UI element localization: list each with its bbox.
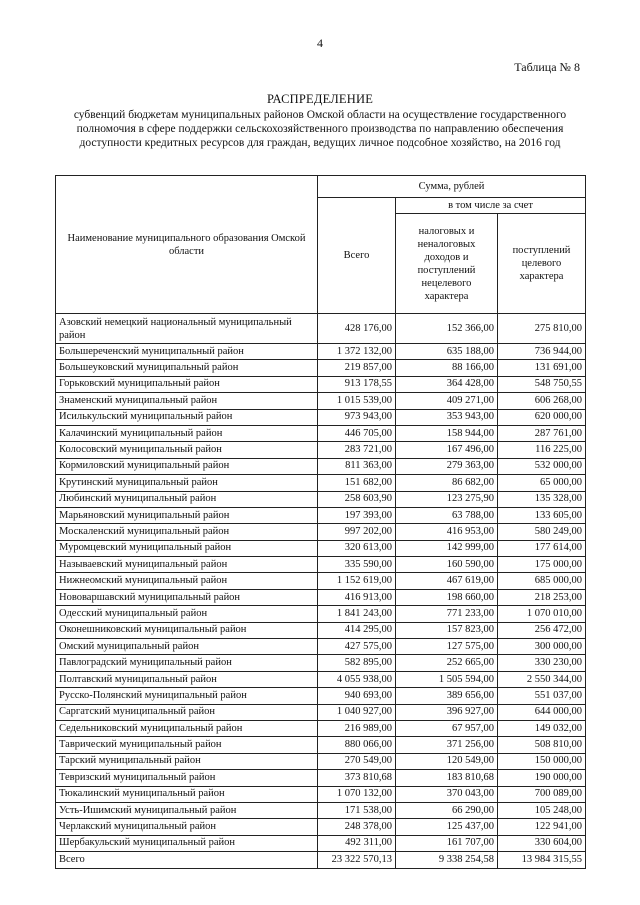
row-targeted-cell: 65 000,00 bbox=[498, 475, 586, 491]
table-row bbox=[56, 491, 586, 507]
table-row bbox=[56, 606, 586, 622]
row-name-cell: Всего bbox=[56, 852, 318, 868]
table-row bbox=[56, 622, 586, 638]
row-total-cell: 1 372 132,00 bbox=[318, 344, 396, 360]
row-total-cell: 270 549,00 bbox=[318, 753, 396, 769]
row-tax-cell: 371 256,00 bbox=[396, 737, 498, 753]
row-total-cell: 940 693,00 bbox=[318, 688, 396, 704]
row-name-cell: Марьяновский муниципальный район bbox=[56, 507, 318, 523]
header-sum: Сумма, рублей bbox=[318, 176, 586, 198]
row-name-cell: Таврический муниципальный район bbox=[56, 737, 318, 753]
row-targeted-cell: 2 550 344,00 bbox=[498, 671, 586, 687]
table-row bbox=[56, 475, 586, 491]
row-total-cell: 335 590,00 bbox=[318, 557, 396, 573]
row-total-cell: 320 613,00 bbox=[318, 540, 396, 556]
row-name-cell: Усть-Ишимский муниципальный район bbox=[56, 802, 318, 818]
row-targeted-cell: 1 070 010,00 bbox=[498, 606, 586, 622]
row-tax-cell: 66 290,00 bbox=[396, 802, 498, 818]
row-name-cell: Тарский муниципальный район bbox=[56, 753, 318, 769]
row-total-cell: 1 070 132,00 bbox=[318, 786, 396, 802]
table-row bbox=[56, 737, 586, 753]
row-tax-cell: 120 549,00 bbox=[396, 753, 498, 769]
row-total-cell: 151 682,00 bbox=[318, 475, 396, 491]
distribution-table bbox=[55, 175, 586, 869]
row-tax-cell: 161 707,00 bbox=[396, 835, 498, 851]
row-name-cell: Полтавский муниципальный район bbox=[56, 671, 318, 687]
table-row bbox=[56, 442, 586, 458]
table-row bbox=[56, 786, 586, 802]
table-row bbox=[56, 802, 586, 818]
row-targeted-cell: 532 000,00 bbox=[498, 458, 586, 474]
row-tax-cell: 396 927,00 bbox=[396, 704, 498, 720]
header-tax: налоговых и неналоговых доходов и поступлений нецелевого характера bbox=[396, 214, 498, 314]
row-total-cell: 219 857,00 bbox=[318, 360, 396, 376]
row-total-cell: 811 363,00 bbox=[318, 458, 396, 474]
table-row bbox=[56, 835, 586, 851]
row-total-cell: 1 015 539,00 bbox=[318, 393, 396, 409]
row-targeted-cell: 700 089,00 bbox=[498, 786, 586, 802]
row-total-cell: 4 055 938,00 bbox=[318, 671, 396, 687]
row-targeted-cell: 131 691,00 bbox=[498, 360, 586, 376]
row-targeted-cell: 620 000,00 bbox=[498, 409, 586, 425]
row-total-cell: 258 603,90 bbox=[318, 491, 396, 507]
row-tax-cell: 370 043,00 bbox=[396, 786, 498, 802]
row-tax-cell: 635 188,00 bbox=[396, 344, 498, 360]
row-targeted-cell: 644 000,00 bbox=[498, 704, 586, 720]
table-row bbox=[56, 376, 586, 392]
row-tax-cell: 198 660,00 bbox=[396, 589, 498, 605]
table-row bbox=[56, 409, 586, 425]
table-row bbox=[56, 540, 586, 556]
row-tax-cell: 183 810,68 bbox=[396, 770, 498, 786]
row-total-cell: 492 311,00 bbox=[318, 835, 396, 851]
row-name-cell: Русско-Полянский муниципальный район bbox=[56, 688, 318, 704]
row-targeted-cell: 551 037,00 bbox=[498, 688, 586, 704]
row-tax-cell: 67 957,00 bbox=[396, 720, 498, 736]
table-row bbox=[56, 524, 586, 540]
row-targeted-cell: 330 230,00 bbox=[498, 655, 586, 671]
row-name-cell: Тевризский муниципальный район bbox=[56, 770, 318, 786]
row-targeted-cell: 548 750,55 bbox=[498, 376, 586, 392]
header-name: Наименование муниципального образования Омской области bbox=[56, 176, 318, 314]
row-name-cell: Омский муниципальный район bbox=[56, 639, 318, 655]
row-tax-cell: 125 437,00 bbox=[396, 819, 498, 835]
row-name-cell: Колосовский муниципальный район bbox=[56, 442, 318, 458]
row-tax-cell: 279 363,00 bbox=[396, 458, 498, 474]
row-total-cell: 283 721,00 bbox=[318, 442, 396, 458]
row-tax-cell: 416 953,00 bbox=[396, 524, 498, 540]
table-row bbox=[56, 507, 586, 523]
table-row bbox=[56, 639, 586, 655]
row-name-cell: Черлакский муниципальный район bbox=[56, 819, 318, 835]
row-tax-cell: 9 338 254,58 bbox=[396, 852, 498, 868]
row-name-cell: Называевский муниципальный район bbox=[56, 557, 318, 573]
row-total-cell: 973 943,00 bbox=[318, 409, 396, 425]
row-targeted-cell: 287 761,00 bbox=[498, 425, 586, 441]
table-row bbox=[56, 770, 586, 786]
row-total-cell: 913 178,55 bbox=[318, 376, 396, 392]
row-tax-cell: 142 999,00 bbox=[396, 540, 498, 556]
row-name-cell: Калачинский муниципальный район bbox=[56, 425, 318, 441]
table-row bbox=[56, 425, 586, 441]
row-tax-cell: 157 823,00 bbox=[396, 622, 498, 638]
row-name-cell: Азовский немецкий национальный муниципальный район bbox=[56, 314, 318, 344]
row-targeted-cell: 300 000,00 bbox=[498, 639, 586, 655]
table-row bbox=[56, 557, 586, 573]
row-targeted-cell: 116 225,00 bbox=[498, 442, 586, 458]
row-name-cell: Одесский муниципальный район bbox=[56, 606, 318, 622]
table-row bbox=[56, 704, 586, 720]
row-total-cell: 23 322 570,13 bbox=[318, 852, 396, 868]
table-row bbox=[56, 589, 586, 605]
row-tax-cell: 63 788,00 bbox=[396, 507, 498, 523]
table-row bbox=[56, 720, 586, 736]
row-total-cell: 414 295,00 bbox=[318, 622, 396, 638]
table-row bbox=[56, 314, 586, 344]
row-total-cell: 416 913,00 bbox=[318, 589, 396, 605]
row-targeted-cell: 13 984 315,55 bbox=[498, 852, 586, 868]
row-total-cell: 1 841 243,00 bbox=[318, 606, 396, 622]
row-name-cell: Саргатский муниципальный район bbox=[56, 704, 318, 720]
row-name-cell: Оконешниковский муниципальный район bbox=[56, 622, 318, 638]
row-tax-cell: 364 428,00 bbox=[396, 376, 498, 392]
row-targeted-cell: 122 941,00 bbox=[498, 819, 586, 835]
row-targeted-cell: 177 614,00 bbox=[498, 540, 586, 556]
row-name-cell: Исилькульский муниципальный район bbox=[56, 409, 318, 425]
row-targeted-cell: 330 604,00 bbox=[498, 835, 586, 851]
header-targeted: поступлений целевого характера bbox=[498, 214, 586, 314]
row-name-cell: Шербакульский муниципальный район bbox=[56, 835, 318, 851]
row-total-cell: 248 378,00 bbox=[318, 819, 396, 835]
table-row bbox=[56, 688, 586, 704]
row-total-cell: 197 393,00 bbox=[318, 507, 396, 523]
row-tax-cell: 771 233,00 bbox=[396, 606, 498, 622]
row-total-cell: 427 575,00 bbox=[318, 639, 396, 655]
row-total-cell: 1 040 927,00 bbox=[318, 704, 396, 720]
row-name-cell: Знаменский муниципальный район bbox=[56, 393, 318, 409]
row-tax-cell: 167 496,00 bbox=[396, 442, 498, 458]
row-tax-cell: 152 366,00 bbox=[396, 314, 498, 344]
row-total-cell: 428 176,00 bbox=[318, 314, 396, 344]
row-name-cell: Седельниковский муниципальный район bbox=[56, 720, 318, 736]
row-name-cell: Тюкалинский муниципальный район bbox=[56, 786, 318, 802]
row-name-cell: Горьковский муниципальный район bbox=[56, 376, 318, 392]
row-name-cell: Большеуковский муниципальный район bbox=[56, 360, 318, 376]
row-total-cell: 997 202,00 bbox=[318, 524, 396, 540]
row-name-cell: Павлоградский муниципальный район bbox=[56, 655, 318, 671]
row-name-cell: Москаленский муниципальный район bbox=[56, 524, 318, 540]
document-title: РАСПРЕДЕЛЕНИЕ bbox=[266, 92, 374, 106]
row-targeted-cell: 736 944,00 bbox=[498, 344, 586, 360]
row-tax-cell: 389 656,00 bbox=[396, 688, 498, 704]
table-row bbox=[56, 655, 586, 671]
row-tax-cell: 160 590,00 bbox=[396, 557, 498, 573]
table-row bbox=[56, 819, 586, 835]
page-number: 4 bbox=[317, 36, 323, 50]
table-label: Таблица № 8 bbox=[514, 60, 580, 74]
row-targeted-cell: 175 000,00 bbox=[498, 557, 586, 573]
row-total-cell: 582 895,00 bbox=[318, 655, 396, 671]
row-tax-cell: 123 275,90 bbox=[396, 491, 498, 507]
row-total-cell: 880 066,00 bbox=[318, 737, 396, 753]
row-tax-cell: 353 943,00 bbox=[396, 409, 498, 425]
row-targeted-cell: 150 000,00 bbox=[498, 753, 586, 769]
row-name-cell: Муромцевский муниципальный район bbox=[56, 540, 318, 556]
table-row bbox=[56, 671, 586, 687]
row-targeted-cell: 508 810,00 bbox=[498, 737, 586, 753]
row-targeted-cell: 685 000,00 bbox=[498, 573, 586, 589]
row-targeted-cell: 105 248,00 bbox=[498, 802, 586, 818]
row-targeted-cell: 133 605,00 bbox=[498, 507, 586, 523]
row-tax-cell: 467 619,00 bbox=[396, 573, 498, 589]
row-targeted-cell: 218 253,00 bbox=[498, 589, 586, 605]
row-total-cell: 1 152 619,00 bbox=[318, 573, 396, 589]
row-targeted-cell: 256 472,00 bbox=[498, 622, 586, 638]
row-targeted-cell: 135 328,00 bbox=[498, 491, 586, 507]
header-total: Всего bbox=[318, 198, 396, 314]
row-total-cell: 373 810,68 bbox=[318, 770, 396, 786]
row-name-cell: Крутинский муниципальный район bbox=[56, 475, 318, 491]
table-row bbox=[56, 458, 586, 474]
header-including: в том числе за счет bbox=[396, 198, 586, 214]
table-body bbox=[56, 314, 586, 869]
row-total-cell: 446 705,00 bbox=[318, 425, 396, 441]
table-row bbox=[56, 360, 586, 376]
row-targeted-cell: 275 810,00 bbox=[498, 314, 586, 344]
row-targeted-cell: 606 268,00 bbox=[498, 393, 586, 409]
row-targeted-cell: 580 249,00 bbox=[498, 524, 586, 540]
total-row bbox=[56, 852, 586, 868]
row-tax-cell: 158 944,00 bbox=[396, 425, 498, 441]
row-tax-cell: 409 271,00 bbox=[396, 393, 498, 409]
row-tax-cell: 88 166,00 bbox=[396, 360, 498, 376]
row-total-cell: 171 538,00 bbox=[318, 802, 396, 818]
table-row bbox=[56, 753, 586, 769]
row-name-cell: Нововаршавский муниципальный район bbox=[56, 589, 318, 605]
row-name-cell: Нижнеомский муниципальный район bbox=[56, 573, 318, 589]
row-tax-cell: 252 665,00 bbox=[396, 655, 498, 671]
table-row bbox=[56, 393, 586, 409]
table-row bbox=[56, 344, 586, 360]
row-tax-cell: 127 575,00 bbox=[396, 639, 498, 655]
row-total-cell: 216 989,00 bbox=[318, 720, 396, 736]
document-subtitle: субвенций бюджетам муниципальных районов Омской области на осуществление государственного полномочия в сфере поддержки сельскохозяйственного производства по направлению обеспечения доступности кредитных ресурсов для граждан, ведущих личное подсобное хозяйство, на 2016 год bbox=[73, 109, 567, 149]
row-targeted-cell: 190 000,00 bbox=[498, 770, 586, 786]
row-name-cell: Любинский муниципальный район bbox=[56, 491, 318, 507]
row-name-cell: Большереченский муниципальный район bbox=[56, 344, 318, 360]
table-row bbox=[56, 573, 586, 589]
row-tax-cell: 1 505 594,00 bbox=[396, 671, 498, 687]
row-tax-cell: 86 682,00 bbox=[396, 475, 498, 491]
row-targeted-cell: 149 032,00 bbox=[498, 720, 586, 736]
row-name-cell: Кормиловский муниципальный район bbox=[56, 458, 318, 474]
